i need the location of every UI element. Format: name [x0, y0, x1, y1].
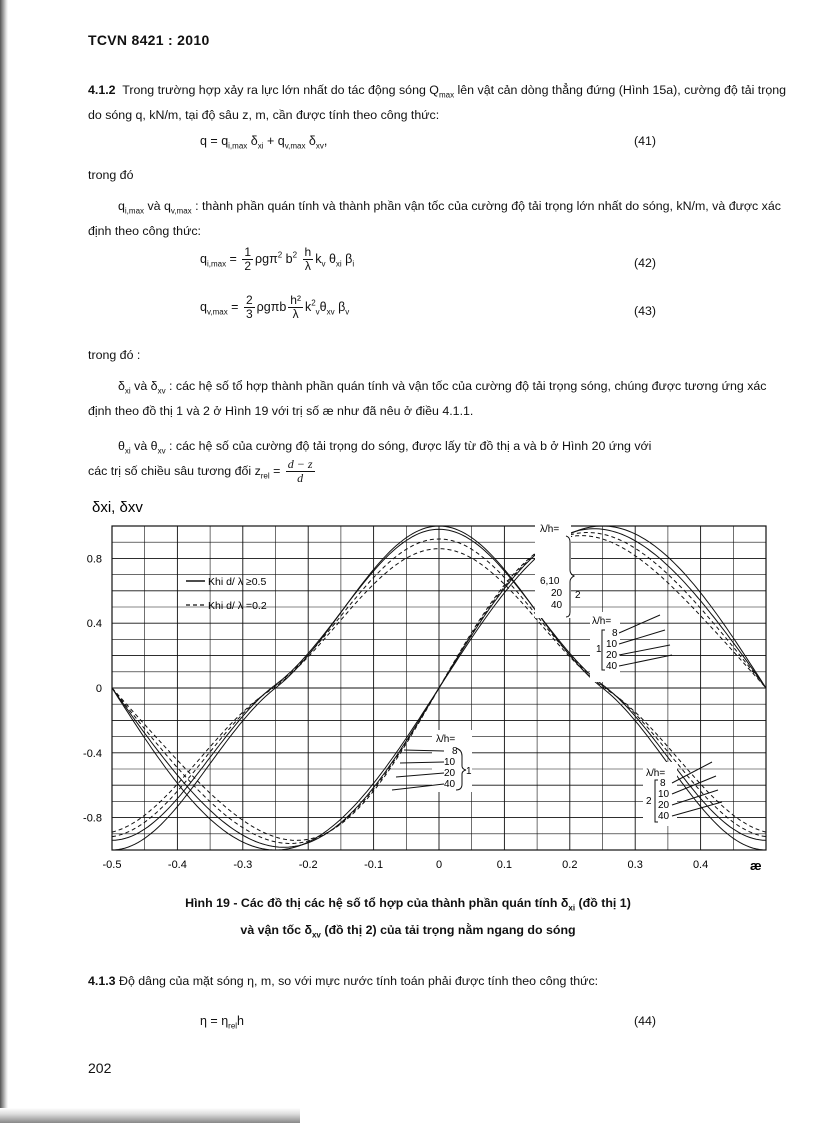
eq-part: β — [341, 251, 353, 266]
eq-part: , — [323, 134, 328, 148]
ann-label: λ/h= — [436, 734, 456, 745]
definition-q — [88, 196, 788, 242]
def-sub: xv — [157, 446, 166, 456]
ann-item: 8 — [660, 778, 666, 789]
definition-theta-line2 — [88, 458, 317, 485]
fraction — [286, 458, 315, 485]
y-tick-label: 0 — [95, 683, 102, 695]
paragraph-text-2: lên vật cản dòng thẳng đứng (Hình 15a), cường độ tải trọng do sóng q, kN/m, tại độ sâu z, m, cần được tính theo công thức: — [88, 83, 787, 123]
y-tick-label: -0.8 — [83, 812, 102, 825]
eq-part: h — [237, 1014, 244, 1028]
x-tick-label: 0.1 — [496, 859, 513, 871]
fraction — [244, 294, 255, 321]
paragraph-4-1-2 — [88, 80, 788, 126]
def-sub: xv — [157, 386, 166, 396]
ann-item: 20 — [658, 800, 670, 811]
trong-do-label: trong đó — [88, 168, 134, 182]
cap-part: Hình 19 - Các đồ thị các hệ số tổ hợp của thành phần quán tính δ — [185, 896, 569, 910]
def-part: = — [269, 463, 284, 478]
y-tick-label: 0.4 — [86, 618, 102, 631]
page-number: 202 — [88, 1060, 112, 1076]
document-header: TCVN 8421 : 2010 — [88, 32, 210, 48]
eq-sub: v — [345, 307, 350, 317]
def-part: các trị số chiều sâu tương đối z — [88, 463, 261, 478]
eq-sub: rel — [228, 1021, 238, 1031]
eq-sub: i — [352, 259, 355, 269]
eq-part: k — [315, 251, 322, 266]
figure-caption — [0, 892, 816, 947]
eq-part: ρgπb — [256, 299, 287, 314]
def-part: : các hệ số tổ hợp thành phần quán tính và vận tốc của cường độ tải trọng sóng, chúng được tương ứng xác định theo đồ thị 1 và 2 ở Hình 19 với trị số æ như đã nêu ở điều 4.1.1. — [88, 379, 767, 419]
legend-solid-label: Khi d/ λ ≥0.5 — [208, 576, 267, 588]
equation-number-41: (41) — [634, 134, 657, 148]
chart-legend — [186, 576, 267, 612]
ann-item: 40 — [444, 779, 456, 790]
ann-item: 40 — [658, 811, 670, 822]
ann-item: 6,10 — [540, 576, 560, 587]
ann-item: 40 — [606, 661, 618, 672]
x-tick-label: 0.2 — [562, 859, 578, 871]
fraction — [303, 246, 314, 273]
eq-part: = — [226, 251, 241, 266]
def-part: θ — [118, 439, 125, 453]
def-part: và θ — [130, 439, 158, 453]
denominator: 3 — [245, 307, 253, 321]
def-sub: i,max — [124, 206, 145, 216]
eq-sub: xv — [315, 141, 324, 151]
eq-sub: xi — [257, 141, 264, 151]
x-tick-label: -0.1 — [364, 859, 384, 871]
eq-part: δ — [247, 134, 258, 148]
cap-sub: xv — [311, 930, 321, 940]
x-tick-label: 0.4 — [692, 859, 709, 871]
ann-item: 20 — [444, 768, 456, 779]
eq-part: q = q — [200, 134, 229, 148]
caption-line-2 — [0, 919, 816, 946]
annotation-curve2-bottom — [643, 762, 722, 826]
eq-part: = — [227, 299, 242, 314]
x-tick-label: 0 — [435, 859, 443, 871]
numerator: h — [304, 245, 312, 259]
eq-sub: xi — [335, 259, 342, 269]
def-sub: xi — [124, 446, 131, 456]
figure-19-chart — [0, 490, 816, 890]
eq-part: b — [282, 251, 293, 266]
cap-sub: xi — [568, 903, 576, 913]
equation-43 — [200, 294, 349, 321]
equation-41 — [200, 134, 327, 151]
ann-item: 10 — [606, 639, 618, 650]
ann-label: λ/h= — [646, 768, 666, 779]
equation-number-44: (44) — [634, 1014, 657, 1028]
annotation-curve2-top — [535, 518, 581, 618]
ann-item: 8 — [452, 746, 458, 757]
ann-item: 10 — [444, 757, 456, 768]
eq-part: q — [200, 251, 207, 266]
eq-part: q — [200, 299, 207, 314]
def-sub: rel — [260, 471, 270, 481]
eq-part: β — [334, 299, 346, 314]
section-number: 4.1.2 — [88, 83, 116, 97]
cap-part: (đồ thị 2) của tải trọng nằm ngang do sóng — [320, 923, 576, 938]
eq-part: k — [304, 299, 312, 314]
numerator: h² — [290, 293, 301, 307]
equation-44 — [200, 1014, 244, 1031]
chart-tick-labels — [83, 553, 708, 871]
cap-part: (đồ thị 1) — [575, 896, 631, 910]
def-part: δ — [118, 379, 125, 393]
numerator: d − z — [287, 457, 313, 471]
trong-do-label-2: trong đó : — [88, 348, 141, 362]
x-tick-label: -0.5 — [102, 859, 122, 871]
def-part: : các hệ số của cường độ tải trọng do sóng, được lấy từ đồ thị a và b ở Hình 20 ứng với — [165, 439, 652, 453]
x-tick-label: -0.2 — [298, 859, 318, 871]
ann-label: λ/h= — [540, 524, 560, 535]
eq-sup: 2 — [277, 250, 283, 260]
eq-part: θ — [319, 299, 327, 314]
denominator: λ — [304, 259, 311, 273]
ann-curve-id: 1 — [466, 766, 472, 777]
sub-max: max — [438, 90, 455, 100]
def-part: và q — [144, 199, 171, 213]
eq-sup: 2 — [311, 298, 316, 308]
scan-shadow-bottom — [0, 1108, 300, 1123]
equation-42 — [200, 246, 354, 273]
eq-sub: v — [315, 307, 320, 317]
fraction — [242, 246, 253, 273]
equation-number-42: (42) — [634, 256, 657, 270]
section-number: 4.1.3 — [88, 974, 116, 988]
denominator: 2 — [244, 259, 252, 273]
def-part: và δ — [130, 379, 158, 393]
def-sub: xi — [124, 386, 131, 396]
eq-part: ρgπ — [255, 251, 278, 266]
equation-number-43: (43) — [634, 304, 657, 318]
ann-curve-id: 2 — [646, 796, 652, 807]
eq-sup: 2 — [292, 250, 298, 260]
paragraph-4-1-3 — [88, 974, 598, 988]
eq-sub: xv — [326, 307, 335, 317]
def-sub: v,max — [170, 206, 192, 216]
eq-part: δ — [305, 134, 316, 148]
denominator: d — [297, 471, 304, 485]
eq-sub: v,max — [284, 141, 306, 151]
ann-item: 20 — [606, 650, 618, 661]
caption-line-1 — [0, 892, 816, 919]
eq-sub: i,max — [206, 259, 227, 269]
x-tick-label: 0.3 — [627, 859, 643, 871]
x-axis-label: æ — [750, 858, 762, 873]
paragraph-text: Trong trường hợp xảy ra lực lớn nhất do tác động sóng Q — [122, 83, 439, 97]
y-tick-label: -0.4 — [83, 747, 102, 760]
numerator: 1 — [244, 245, 252, 259]
cap-part: và vận tốc δ — [240, 923, 312, 938]
eq-part: η = η — [200, 1014, 229, 1028]
fraction — [288, 294, 303, 321]
x-tick-label: -0.4 — [167, 859, 187, 871]
paragraph-text: Độ dâng của mặt sóng η, m, so với mực nước tính toán phải được tính theo công thức: — [115, 974, 599, 988]
ann-curve-id: 2 — [575, 590, 581, 601]
legend-dashed-label: Khi d/ λ =0.2 — [208, 600, 267, 612]
ann-item: 10 — [658, 789, 670, 800]
ann-item: 40 — [551, 600, 563, 611]
ann-item: 20 — [551, 588, 563, 599]
x-tick-label: -0.3 — [233, 859, 253, 871]
eq-part: + q — [263, 134, 285, 148]
def-part: q — [118, 199, 125, 213]
y-axis-label: δxi, δxv — [92, 499, 143, 516]
ann-item: 8 — [612, 628, 618, 639]
definition-delta — [88, 376, 788, 422]
numerator: 2 — [245, 293, 253, 307]
eq-sub: i,max — [228, 141, 248, 151]
annotation-curve1-bottom — [392, 730, 472, 792]
denominator: λ — [292, 307, 299, 321]
eq-part: θ — [325, 251, 336, 266]
ann-curve-id: 1 — [596, 644, 602, 655]
eq-sub: v — [321, 259, 326, 269]
ann-label: λ/h= — [592, 616, 612, 627]
y-tick-label: 0.8 — [86, 553, 102, 566]
def-part: : thành phần quán tính và thành phần vận tốc của cường độ tải trọng lớn nhất do sóng, kN/m, và được xác định theo công thức: — [88, 199, 781, 239]
eq-sub: v,max — [206, 307, 228, 317]
